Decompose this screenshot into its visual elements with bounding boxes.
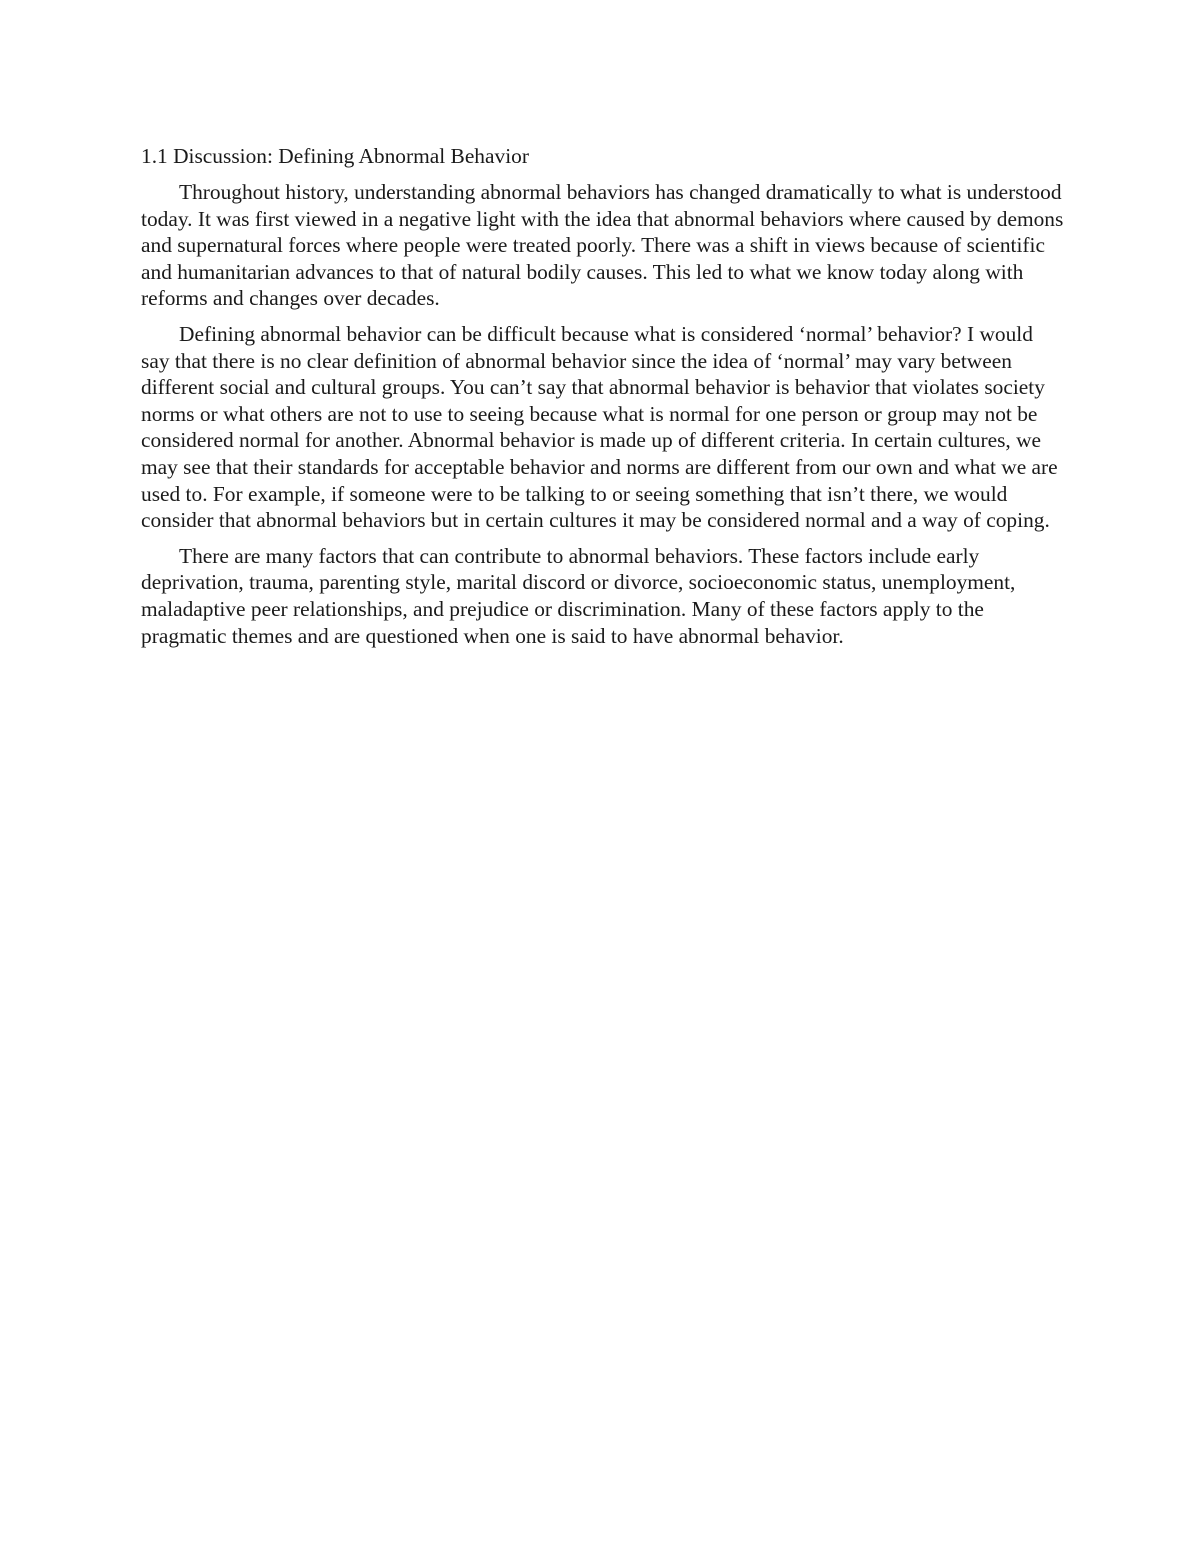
paragraph-factors: There are many factors that can contribute to abnormal behaviors. These factors include early deprivation, trauma, parenting style, marital discord or divorce, socioeconomic status, unemployment, maladaptive peer relationships, and prejudice or discrimination. Many of these factors apply to the pragmatic themes and are questioned when one is said to have abnormal behavior. — [141, 543, 1016, 648]
paragraph-definition: Defining abnormal behavior can be difficult because what is considered ‘normal’ behavior? I would say that there is no clear definition of abnormal behavior since the idea of ‘normal’ may vary between different social and cultural groups. You can’t say that abnormal behavior is behavior that violates society norms or what others are not to use to seeing because what is normal for one person or group may not be considered normal for another. Abnormal behavior is made up of different criteria. In certain cultures, we may see that their standards for acceptable behavior and norms are different from our own and what we are used to. For example, if someone were to be talking to or seeing something that isn’t there, we would consider that abnormal behaviors but in certain cultures it may be considered normal and a way of coping. — [141, 321, 1058, 533]
document-title: 1.1 Discussion: Defining Abnormal Behavior — [141, 144, 529, 168]
paragraph-history: Throughout history, understanding abnormal behaviors has changed dramatically to what is understood today. It was first viewed in a negative light with the idea that abnormal behaviors where caused by demons and supernatural forces where people were treated poorly. There was a shift in views because of scientific and humanitarian advances to that of natural bodily causes. This led to what we know today along with reforms and changes over decades. — [141, 180, 1064, 311]
document-body — [141, 141, 1066, 658]
